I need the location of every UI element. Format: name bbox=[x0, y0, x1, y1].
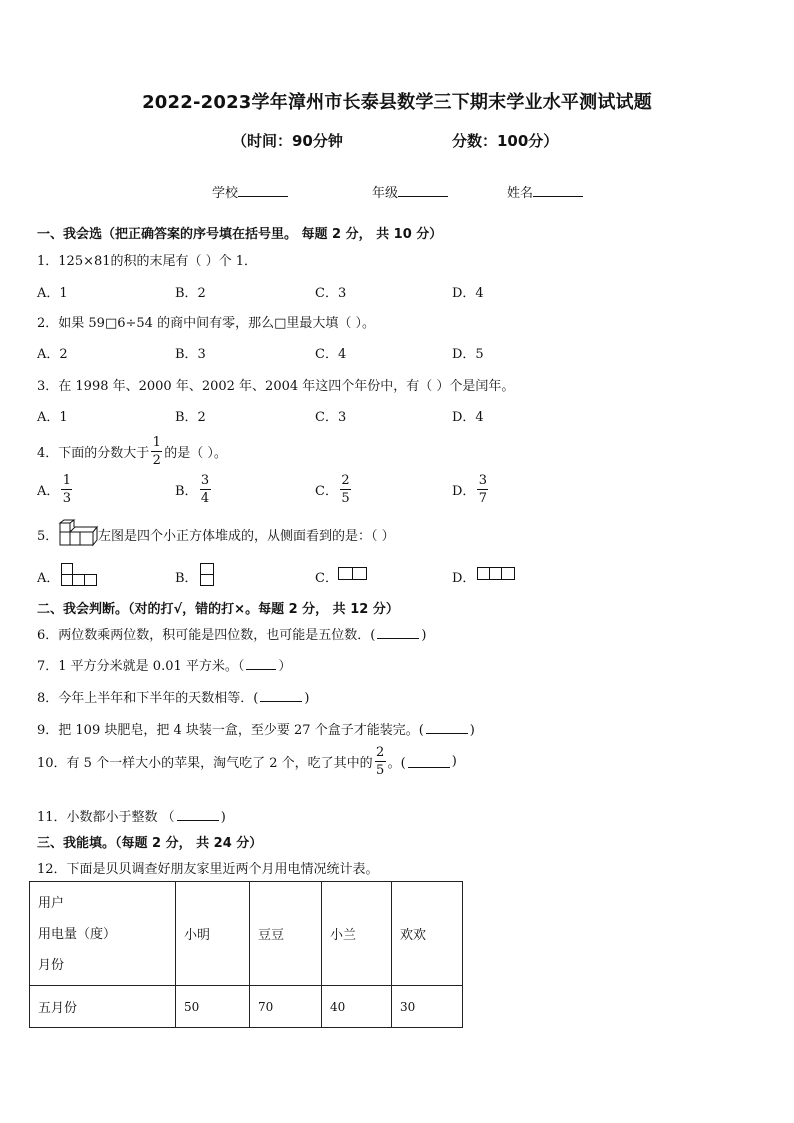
exam-time: （时间：90分钟 bbox=[232, 132, 343, 150]
q2-option-a[interactable]: A．2 bbox=[37, 347, 68, 362]
q8-answer-blank[interactable] bbox=[260, 690, 302, 702]
q7-answer-blank[interactable] bbox=[246, 658, 276, 670]
question-5: 左图是四个小正方体堆成的，从侧面看到的是：（ ） bbox=[98, 529, 395, 544]
q4-c-fraction: $\frac{2}{5}$ bbox=[341, 473, 350, 506]
question-8: 8．今年上半年和下半年的天数相等．( ) bbox=[37, 691, 310, 706]
q9-answer-blank[interactable] bbox=[426, 722, 468, 734]
q3-option-a[interactable]: A．1 bbox=[37, 410, 68, 425]
fraction-one-half: $\frac{1}{2}$ bbox=[152, 435, 161, 468]
question-9: 9．把 109 块肥皂，把 4 块装一盒，至少要 27 个盒子才能装完。( ) bbox=[37, 723, 475, 738]
q5-option-d-view bbox=[476, 566, 518, 582]
q1-option-c[interactable]: C．3 bbox=[315, 286, 347, 301]
fraction-two-fifths: $\frac{2}{5}$ bbox=[375, 745, 385, 778]
question-11: 11．小数都小于整数 （ ) bbox=[37, 810, 226, 825]
question-10: 10．有 5 个一样大小的苹果，淘气吃了 2 个，吃了其中的 $\frac{2}{5}$ 。( ) bbox=[37, 745, 457, 778]
section-2-heading: 二、我会判断。（对的打√，错的打×。每题 2 分， 共 12 分） bbox=[37, 602, 399, 617]
grade-field[interactable] bbox=[372, 182, 448, 201]
q1-option-d[interactable]: D．4 bbox=[452, 286, 484, 301]
header-user: 小明 bbox=[176, 882, 250, 986]
q10-answer-blank[interactable] bbox=[408, 756, 450, 768]
q4-d-fraction: $\frac{3}{7}$ bbox=[478, 473, 488, 506]
name-field[interactable] bbox=[507, 182, 583, 201]
question-3: 3．在 1998 年、2000 年、2002 年、2004 年这四个年份中，有（ ）个是闰年。 bbox=[37, 379, 515, 394]
q3-option-d[interactable]: D．4 bbox=[452, 410, 484, 425]
table-cell: 70 bbox=[250, 986, 322, 1028]
q1-option-b[interactable]: B．2 bbox=[175, 286, 206, 301]
table-cell: 40 bbox=[322, 986, 392, 1028]
q4-b-fraction: $\frac{3}{4}$ bbox=[200, 473, 210, 506]
question-7: 7．1 平方分米就是 0.01 平方米。（ ） bbox=[37, 659, 292, 674]
q4-option-d[interactable]: D． $\frac{3}{7}$ bbox=[452, 473, 488, 506]
exam-score: 分数：100分） bbox=[452, 132, 559, 150]
table-row bbox=[30, 986, 463, 1028]
q5-option-a-view bbox=[60, 562, 100, 588]
question-2: 2．如果 59□6÷54 的商中间有零，那么□里最大填（ ）。 bbox=[37, 316, 375, 331]
question-5-number: 5． bbox=[37, 529, 59, 544]
q11-answer-blank[interactable] bbox=[177, 809, 219, 821]
grade-label: 年级 bbox=[372, 186, 399, 201]
question-1: 1．125×81的积的末尾有（ ）个 1． bbox=[37, 254, 258, 269]
page-title: 2022-2023学年漳州市长泰县数学三下期末学业水平测试试题 bbox=[142, 92, 652, 113]
school-blank[interactable] bbox=[238, 183, 288, 197]
q4-a-fraction: $\frac{1}{3}$ bbox=[62, 473, 72, 506]
q4-text-post: 的是（ ）。 bbox=[164, 446, 227, 461]
table-header-row bbox=[30, 882, 463, 986]
grade-blank[interactable] bbox=[398, 183, 448, 197]
q2-option-d[interactable]: D．5 bbox=[452, 347, 484, 362]
question-6: 6．两位数乘两位数，积可能是四位数，也可能是五位数．( ) bbox=[37, 628, 427, 643]
table-cell: 50 bbox=[176, 986, 250, 1028]
q4-option-b[interactable]: B． $\frac{3}{4}$ bbox=[175, 473, 210, 506]
q3-option-b[interactable]: B．2 bbox=[175, 410, 206, 425]
header-user: 小兰 bbox=[322, 882, 392, 986]
q4-option-a[interactable]: A． $\frac{1}{3}$ bbox=[37, 473, 72, 506]
q1-option-a[interactable]: A．1 bbox=[37, 286, 68, 301]
table-corner-cell bbox=[30, 882, 176, 986]
table-cell: 30 bbox=[392, 986, 463, 1028]
q2-option-c[interactable]: C．4 bbox=[315, 347, 347, 362]
q3-option-c[interactable]: C．3 bbox=[315, 410, 347, 425]
question-4 bbox=[37, 435, 227, 468]
q5-option-b-view bbox=[199, 562, 217, 588]
header-user: 豆豆 bbox=[250, 882, 322, 986]
q5-option-c-view bbox=[337, 566, 369, 582]
school-field[interactable] bbox=[212, 182, 288, 201]
section-1-heading: 一、我会选（把正确答案的序号填在括号里。 每题 2 分， 共 10 分） bbox=[37, 227, 443, 242]
section-3-heading: 三、我能填。（每题 2 分， 共 24 分） bbox=[37, 836, 263, 851]
row-month: 五月份 bbox=[30, 986, 176, 1028]
question-12: 12．下面是贝贝调查好朋友家里近两个月用电情况统计表。 bbox=[37, 862, 379, 877]
q4-text-pre: 4．下面的分数大于 bbox=[37, 446, 150, 461]
corner-label-month: 月份 bbox=[38, 958, 65, 973]
header-user: 欢欢 bbox=[392, 882, 463, 986]
q5-option-a[interactable]: A． bbox=[37, 571, 60, 586]
corner-label-usage: 用电量（度） bbox=[38, 927, 117, 942]
q6-answer-blank[interactable] bbox=[377, 627, 419, 639]
q2-option-b[interactable]: B．3 bbox=[175, 347, 206, 362]
electricity-usage-table bbox=[29, 881, 463, 1028]
q5-option-c[interactable]: C． bbox=[315, 571, 338, 586]
q4-option-c[interactable]: C． $\frac{2}{5}$ bbox=[315, 473, 350, 506]
stacked-cubes-figure bbox=[56, 519, 98, 547]
name-blank[interactable] bbox=[533, 183, 583, 197]
school-label: 学校 bbox=[212, 186, 239, 201]
corner-label-user: 用户 bbox=[38, 896, 65, 911]
name-label: 姓名 bbox=[507, 186, 534, 201]
q5-option-b[interactable]: B． bbox=[175, 571, 198, 586]
q5-option-d[interactable]: D． bbox=[452, 571, 476, 586]
